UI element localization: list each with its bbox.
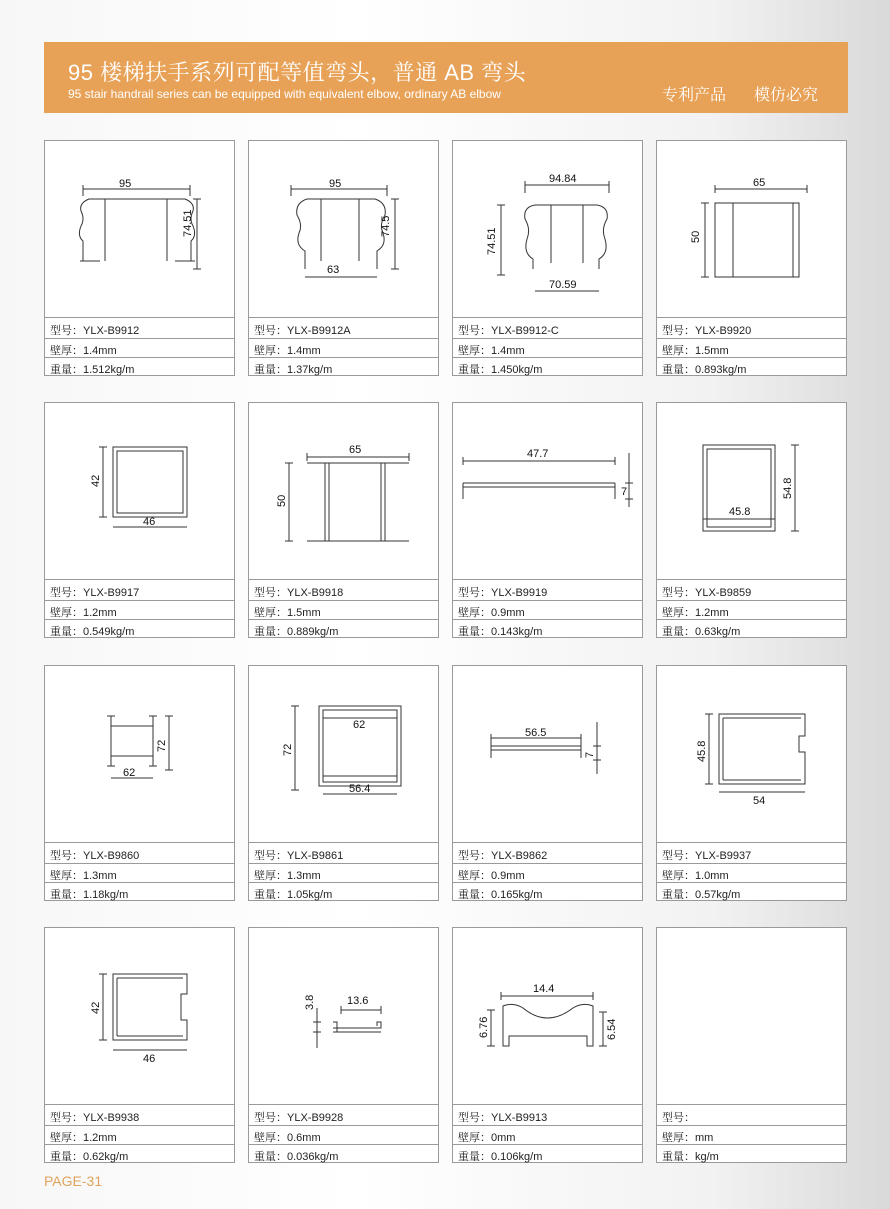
weight-row <box>657 882 846 902</box>
thickness-value: 1.3mm <box>287 870 321 882</box>
dim-label: 14.4 <box>533 983 555 995</box>
profile-drawing <box>657 141 846 317</box>
thickness-value: 1.3mm <box>83 870 117 882</box>
weight-label: 重量： <box>50 1151 83 1163</box>
dim-label: 74.51 <box>182 209 194 237</box>
product-card <box>656 665 847 901</box>
weight-label: 重量： <box>254 1151 287 1163</box>
weight-value: 1.05kg/m <box>287 889 333 901</box>
thickness-row <box>453 1125 642 1144</box>
model-value: YLX-B9860 <box>83 850 140 862</box>
thickness-label: 壁厚： <box>50 1132 83 1144</box>
weight-value: 0.106kg/m <box>491 1151 543 1163</box>
profile-drawing <box>657 666 846 842</box>
model-label: 型号： <box>50 1112 83 1124</box>
dim-label: 7 <box>621 486 628 498</box>
model-row <box>45 1104 234 1125</box>
weight-label: 重量： <box>662 889 695 901</box>
model-row <box>657 579 846 600</box>
dim-label: 74.5 <box>380 215 392 237</box>
thickness-value: 1.4mm <box>83 345 117 357</box>
model-label: 型号： <box>662 850 695 862</box>
model-label: 型号： <box>254 850 287 862</box>
weight-label: 重量： <box>458 626 491 638</box>
product-card <box>248 140 439 376</box>
product-card <box>656 140 847 376</box>
dim-label: 74.51 <box>486 227 498 255</box>
model-label: 型号： <box>458 1112 491 1124</box>
dim-label: 62 <box>123 767 136 779</box>
dim-label: 65 <box>349 444 362 456</box>
weight-value: 0.036kg/m <box>287 1151 339 1163</box>
dim-label: 50 <box>690 230 702 243</box>
product-card <box>44 927 235 1163</box>
product-card <box>452 140 643 376</box>
weight-row <box>45 1144 234 1164</box>
profile-drawing <box>249 928 438 1104</box>
model-value: YLX-B9861 <box>287 850 344 862</box>
thickness-value: 1.2mm <box>695 607 729 619</box>
weight-row <box>453 882 642 902</box>
model-value: YLX-B9928 <box>287 1112 344 1124</box>
model-label: 型号： <box>458 587 491 599</box>
model-label: 型号： <box>662 325 695 337</box>
model-label: 型号： <box>50 850 83 862</box>
dim-label: 6.76 <box>478 1016 490 1038</box>
thickness-label: 壁厚： <box>254 607 287 619</box>
model-label: 型号： <box>50 587 83 599</box>
model-row <box>45 842 234 863</box>
weight-row <box>453 1144 642 1164</box>
weight-value: kg/m <box>695 1151 719 1163</box>
thickness-value: 0mm <box>491 1132 516 1144</box>
weight-value: 0.165kg/m <box>491 889 543 901</box>
product-card <box>452 927 643 1163</box>
profile-drawing <box>249 666 438 842</box>
thickness-row <box>657 1125 846 1144</box>
dim-label: 54.8 <box>782 477 794 499</box>
model-value: YLX-B9859 <box>695 587 752 599</box>
thickness-value: 1.2mm <box>83 1132 117 1144</box>
model-label: 型号： <box>254 1112 287 1124</box>
thickness-value: 1.4mm <box>287 345 321 357</box>
dim-label: 63 <box>327 264 340 276</box>
thickness-label: 壁厚： <box>458 870 491 882</box>
product-card <box>248 927 439 1163</box>
weight-row <box>45 619 234 639</box>
model-value: YLX-B9912A <box>287 325 351 337</box>
header-banner <box>44 42 848 113</box>
model-value: YLX-B9937 <box>695 850 752 862</box>
dim-label: 62 <box>353 719 366 731</box>
model-row <box>453 579 642 600</box>
weight-row <box>657 1144 846 1164</box>
thickness-row <box>657 338 846 357</box>
model-label: 型号： <box>50 325 83 337</box>
product-card <box>452 402 643 638</box>
weight-label: 重量： <box>662 1151 695 1163</box>
profile-drawing <box>657 928 846 1104</box>
weight-label: 重量： <box>254 889 287 901</box>
model-label: 型号： <box>254 587 287 599</box>
model-value: YLX-B9917 <box>83 587 140 599</box>
dim-label: 42 <box>90 474 102 487</box>
thickness-row <box>45 1125 234 1144</box>
dim-label: 56.4 <box>349 783 371 795</box>
weight-row <box>249 357 438 377</box>
thickness-label: 壁厚： <box>50 345 83 357</box>
dim-label: 50 <box>276 494 288 507</box>
tag-imitation: 模仿必究 <box>754 87 819 104</box>
page-number: PAGE-31 <box>44 1173 103 1189</box>
weight-value: 1.37kg/m <box>287 364 333 376</box>
profile-drawing <box>453 403 642 579</box>
dim-label: 13.6 <box>347 995 369 1007</box>
weight-row <box>453 619 642 639</box>
model-row <box>657 1104 846 1125</box>
thickness-row <box>249 1125 438 1144</box>
weight-row <box>45 882 234 902</box>
model-row <box>249 579 438 600</box>
thickness-label: 壁厚： <box>50 607 83 619</box>
model-value: YLX-B9862 <box>491 850 548 862</box>
model-label: 型号： <box>254 325 287 337</box>
thickness-value: 1.5mm <box>695 345 729 357</box>
weight-label: 重量： <box>254 364 287 376</box>
title-en: 95 stair handrail series can be equipped with equivalent elbow, ordinary AB elbow <box>68 87 501 101</box>
thickness-row <box>657 863 846 882</box>
thickness-value: 1.0mm <box>695 870 729 882</box>
dim-label: 65 <box>753 177 766 189</box>
product-card <box>656 927 847 1163</box>
thickness-label: 壁厚： <box>662 345 695 357</box>
weight-label: 重量： <box>50 364 83 376</box>
product-card <box>452 665 643 901</box>
weight-label: 重量： <box>458 1151 491 1163</box>
weight-value: 0.889kg/m <box>287 626 339 638</box>
model-row <box>249 317 438 338</box>
thickness-row <box>657 600 846 619</box>
dim-label: 7 <box>584 751 596 758</box>
thickness-value: 1.2mm <box>83 607 117 619</box>
model-label: 型号： <box>662 1112 695 1124</box>
model-row <box>657 842 846 863</box>
weight-label: 重量： <box>458 889 491 901</box>
weight-label: 重量： <box>662 364 695 376</box>
product-card <box>248 402 439 638</box>
weight-value: 0.63kg/m <box>695 626 741 638</box>
dim-label: 45.8 <box>729 506 751 518</box>
product-card <box>44 402 235 638</box>
dim-label: 42 <box>90 1001 102 1014</box>
profile-drawing <box>453 141 642 317</box>
model-row <box>453 842 642 863</box>
weight-value: 0.143kg/m <box>491 626 543 638</box>
weight-value: 1.450kg/m <box>491 364 543 376</box>
model-value: YLX-B9912-C <box>491 325 559 337</box>
weight-row <box>657 357 846 377</box>
dim-label: 6.54 <box>606 1018 618 1040</box>
thickness-label: 壁厚： <box>458 607 491 619</box>
product-card <box>656 402 847 638</box>
thickness-value: 0.9mm <box>491 607 525 619</box>
dim-label: 95 <box>329 178 342 190</box>
weight-value: 0.57kg/m <box>695 889 741 901</box>
profile-drawing <box>249 403 438 579</box>
thickness-label: 壁厚： <box>662 870 695 882</box>
weight-value: 0.549kg/m <box>83 626 135 638</box>
profile-drawing <box>249 141 438 317</box>
weight-label: 重量： <box>50 889 83 901</box>
weight-value: 1.512kg/m <box>83 364 135 376</box>
weight-value: 0.62kg/m <box>83 1151 129 1163</box>
model-row <box>453 1104 642 1125</box>
thickness-label: 壁厚： <box>50 870 83 882</box>
thickness-label: 壁厚： <box>254 870 287 882</box>
thickness-row <box>45 600 234 619</box>
dim-label: 54 <box>753 795 766 807</box>
profile-drawing <box>657 403 846 579</box>
dim-label: 46 <box>143 1053 156 1065</box>
weight-row <box>249 1144 438 1164</box>
dim-label: 70.59 <box>549 279 577 291</box>
product-card <box>44 140 235 376</box>
model-row <box>249 842 438 863</box>
thickness-label: 壁厚： <box>458 1132 491 1144</box>
thickness-value: 0.9mm <box>491 870 525 882</box>
dim-label: 3.8 <box>304 994 316 1010</box>
profile-drawing <box>453 666 642 842</box>
model-row <box>657 317 846 338</box>
thickness-label: 壁厚： <box>662 1132 695 1144</box>
thickness-value: 1.4mm <box>491 345 525 357</box>
thickness-row <box>453 600 642 619</box>
weight-row <box>45 357 234 377</box>
weight-label: 重量： <box>50 626 83 638</box>
thickness-value: mm <box>695 1132 714 1144</box>
weight-value: 0.893kg/m <box>695 364 747 376</box>
thickness-row <box>249 600 438 619</box>
thickness-label: 壁厚： <box>254 345 287 357</box>
tag-patent: 专利产品 <box>662 87 727 104</box>
thickness-row <box>45 338 234 357</box>
model-row <box>45 317 234 338</box>
profile-drawing <box>45 928 234 1104</box>
thickness-row <box>249 338 438 357</box>
model-label: 型号： <box>458 325 491 337</box>
dim-label: 72 <box>282 743 294 756</box>
thickness-value: 1.5mm <box>287 607 321 619</box>
weight-row <box>453 357 642 377</box>
model-row <box>453 317 642 338</box>
weight-label: 重量： <box>458 364 491 376</box>
model-value: YLX-B9938 <box>83 1112 140 1124</box>
product-card <box>248 665 439 901</box>
thickness-label: 壁厚： <box>662 607 695 619</box>
dim-label: 94.84 <box>549 173 577 185</box>
weight-label: 重量： <box>254 626 287 638</box>
weight-value: 1.18kg/m <box>83 889 129 901</box>
model-value: YLX-B9920 <box>695 325 752 337</box>
thickness-label: 壁厚： <box>458 345 491 357</box>
model-value: YLX-B9918 <box>287 587 344 599</box>
model-row <box>249 1104 438 1125</box>
thickness-row <box>249 863 438 882</box>
weight-row <box>249 619 438 639</box>
profile-drawing <box>45 403 234 579</box>
model-value: YLX-B9919 <box>491 587 548 599</box>
dim-label: 46 <box>143 516 156 528</box>
dim-label: 47.7 <box>527 448 549 460</box>
profile-drawing <box>45 141 234 317</box>
dim-label: 45.8 <box>696 740 708 762</box>
profile-drawing <box>45 666 234 842</box>
thickness-row <box>453 338 642 357</box>
thickness-value: 0.6mm <box>287 1132 321 1144</box>
title-cn: 95 楼梯扶手系列可配等值弯头，普通 AB 弯头 <box>68 60 527 85</box>
profile-drawing <box>453 928 642 1104</box>
model-value: YLX-B9912 <box>83 325 140 337</box>
dim-label: 95 <box>119 178 132 190</box>
thickness-row <box>45 863 234 882</box>
model-label: 型号： <box>458 850 491 862</box>
model-value: YLX-B9913 <box>491 1112 548 1124</box>
weight-label: 重量： <box>662 626 695 638</box>
thickness-row <box>453 863 642 882</box>
thickness-label: 壁厚： <box>254 1132 287 1144</box>
product-card <box>44 665 235 901</box>
dim-label: 72 <box>156 739 168 752</box>
weight-row <box>249 882 438 902</box>
model-label: 型号： <box>662 587 695 599</box>
weight-row <box>657 619 846 639</box>
model-row <box>45 579 234 600</box>
dim-label: 56.5 <box>525 727 547 739</box>
